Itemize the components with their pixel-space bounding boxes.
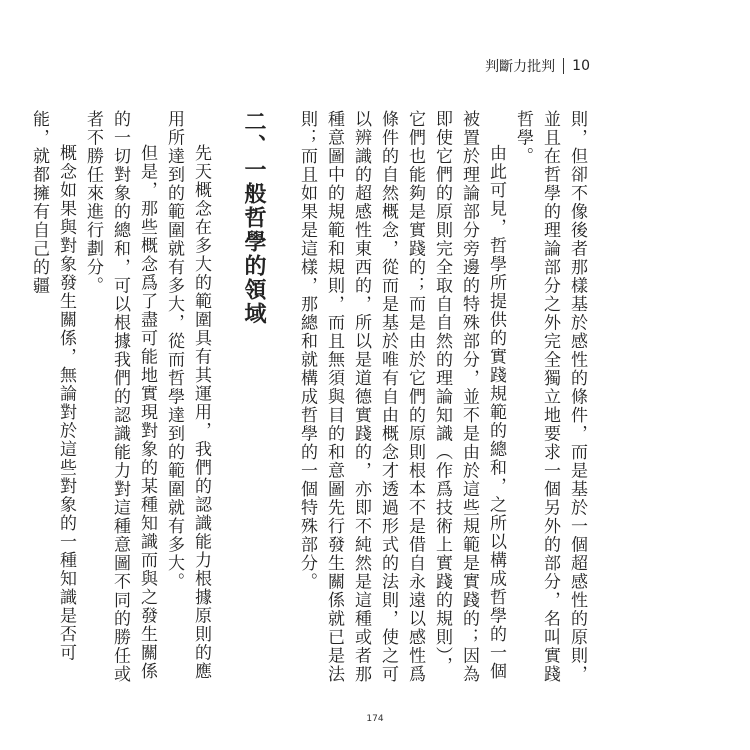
section-heading: 二、一般哲學的領域 <box>241 110 266 326</box>
paragraph: 概念如果與對象發生關係，無論對於這些對象的一種知識是否可能，就都擁有自己的疆 <box>29 110 76 662</box>
paragraph: 但是，那些概念爲了盡可能地實現對象的某種知識而與之發生關係的一切對象的總和，可以根據我們的認識能力對這種意圖不同的勝任或者不勝任來進行劃分。 <box>83 110 157 684</box>
body-text <box>25 110 590 690</box>
paragraph: 由此可見，哲學所提供的實踐規範的總和，之所以構成哲學的一個被置於理論部分旁邊的特殊部分，並不是由於這些規範是實踐的；因為即使它們的原則完全取自自然的理論知識（作爲技術上實踐的規則），它們也能夠是實踐的；而是由於它們的原則根本不是借自永遠以感性爲條件的自然概念，從而是基於唯有自由概念才透過形式的法則，使之可以辨識的超感性東西的，所以是道德實踐的，亦即不純然是這種或者那種意圖中的規範和規則，而且無須與目的和意圖先行發生關係就已是法則；而且如果是這樣，那總和就構成哲學的一個特殊部分。 <box>297 110 506 684</box>
page-number: 174 <box>366 714 384 724</box>
paragraph-continued: 則，但卻不像後者那樣基於感性的條件，而是基於一個超感性的原則，並且在哲學的理論部分之外完全獨立地要求一個另外的部分，名叫實踐哲學。 <box>513 110 587 684</box>
chapter-number: 10 <box>572 58 590 74</box>
paragraph: 先天概念在多大的範圍具有其運用，我們的認識能力根據原則的應用所達到的範圍就有多大，從而哲學達到的範圍就有多大。 <box>164 110 211 681</box>
header-divider <box>563 58 564 74</box>
running-header <box>485 56 590 76</box>
book-title: 判斷力批判 <box>485 59 556 75</box>
